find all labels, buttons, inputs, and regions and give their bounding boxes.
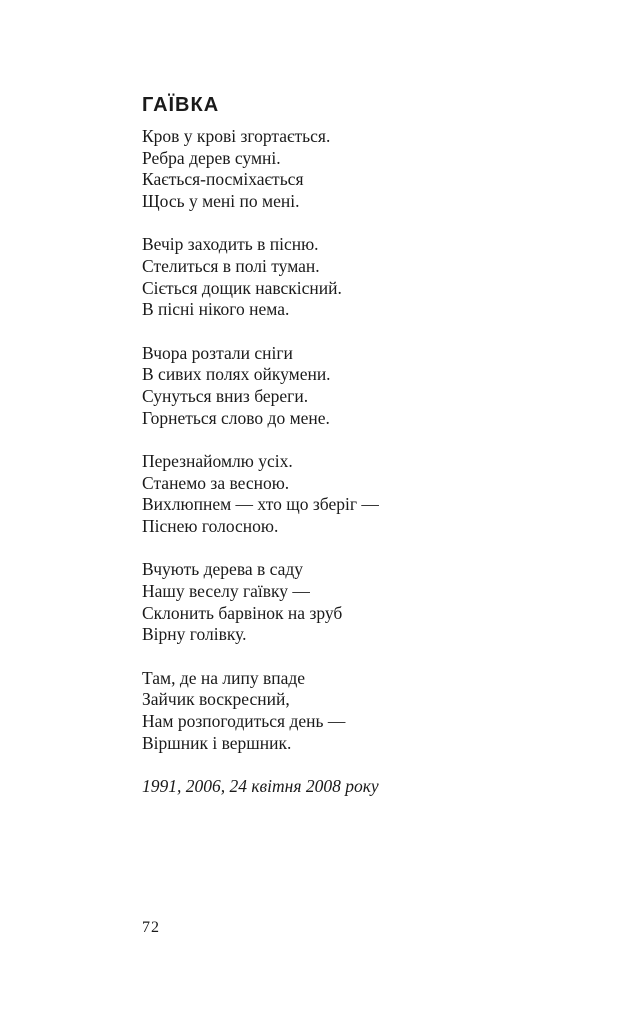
poem-line: Вечір заходить в пісню. — [142, 234, 319, 255]
poem-line: Вчора розтали сніги — [142, 342, 293, 363]
poem-line: Сунуться вниз береги. — [142, 386, 309, 407]
poem-title: ГАЇВКА — [142, 94, 220, 116]
poem-line: Піснею голосною. — [142, 516, 279, 537]
poem-line: Станемо за весною. — [142, 472, 290, 493]
poem-line: Зайчик воскресний, — [142, 689, 290, 710]
poem-line: Вихлюпнем — хто що зберіг — — [142, 494, 379, 515]
stanza-3 — [142, 343, 582, 430]
stanza-2 — [142, 234, 582, 321]
poem-line: Там, де на липу впаде — [142, 667, 306, 688]
poem-line: В сивих полях ойкумени. — [142, 364, 331, 385]
poem-line: Кров у крові згортається. — [142, 126, 331, 146]
poem-body — [142, 126, 582, 776]
stanza-4 — [142, 451, 582, 538]
stanza-6 — [142, 668, 582, 755]
poem-line: Горнеться слово до мене. — [142, 407, 330, 428]
poem-dateline: 1991, 2006, 24 квітня 2008 року — [142, 776, 379, 796]
poem-line: Кається-посміхається — [142, 169, 304, 190]
stanza-1 — [142, 126, 582, 213]
poem-line: Склонить барвінок на зруб — [142, 602, 343, 623]
poem-line: Щось у мені по мені. — [142, 191, 300, 212]
poem-line: Ребра дерев сумні. — [142, 147, 281, 168]
poem-line: Нашу веселу гаївку — — [142, 580, 310, 601]
stanza-5 — [142, 559, 582, 646]
poem-line: Перезнайомлю усіх. — [142, 450, 293, 471]
page-number: 72 — [142, 919, 160, 936]
poem-line: Стелиться в полі туман. — [142, 256, 320, 277]
poem-line: Вірну голівку. — [142, 624, 247, 645]
poem-line: Вчують дерева в саду — [142, 559, 304, 580]
poem-line: Сіється дощик навскісний. — [142, 277, 342, 298]
poem-line: Нам розпогодиться день — — [142, 710, 346, 731]
poem-line: В пісні нікого нема. — [142, 299, 290, 320]
poem-line: Віршник і вершник. — [142, 732, 292, 753]
